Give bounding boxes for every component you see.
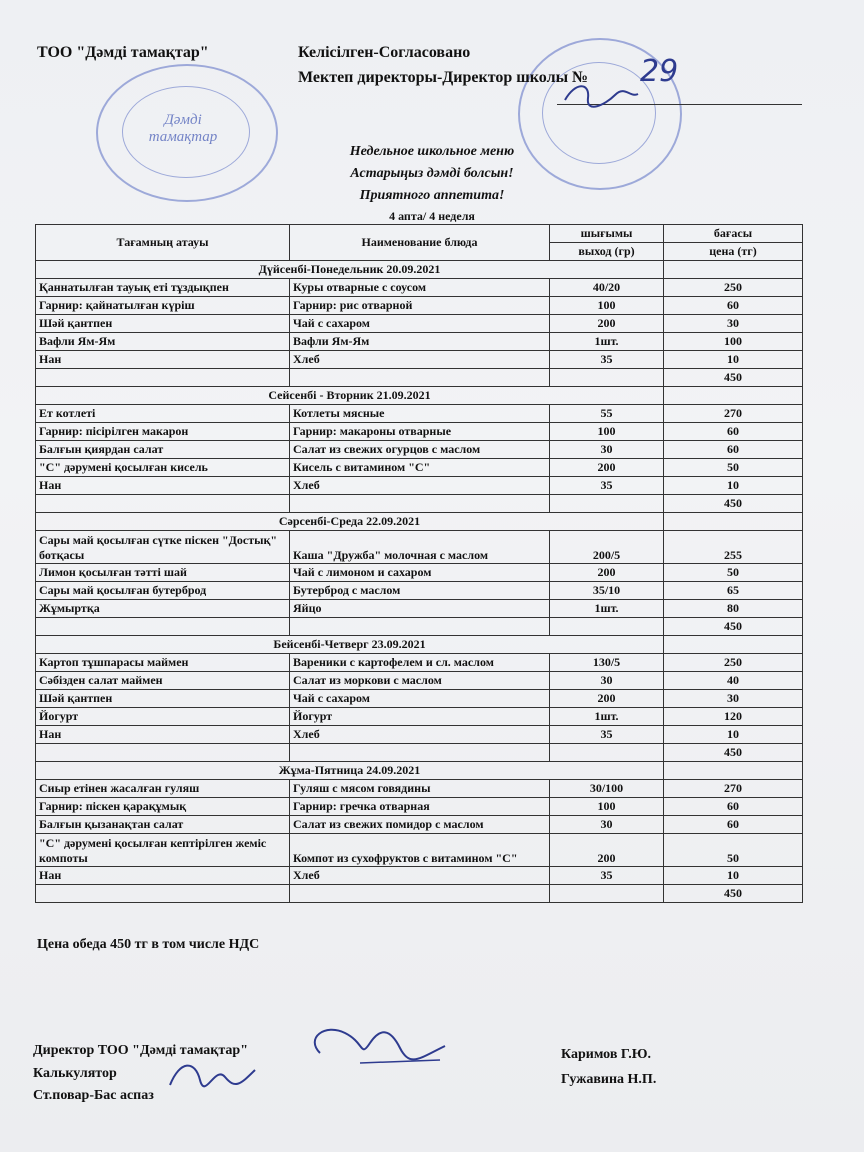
table-row [36,672,803,690]
table-row [36,405,803,423]
cell-out: 100 [550,798,664,816]
cell-kz: Нан [36,726,290,744]
calculator-signature-icon [160,1055,260,1095]
total-row [36,744,803,762]
price-note: Цена обеда 450 тг в том числе НДС [37,937,260,952]
cell-out: 130/5 [550,654,664,672]
col-header-ru: Наименование блюда [290,225,550,261]
cell-kz: Сиыр етінен жасалған гуляш [36,780,290,798]
cell-ru: Хлеб [290,726,550,744]
table-row [36,816,803,834]
cell-price: 270 [664,405,803,423]
cell-price: 60 [664,816,803,834]
cell-out: 200 [550,834,664,867]
total-empty [36,369,290,387]
table-row [36,654,803,672]
table-row [36,780,803,798]
cell-price: 60 [664,441,803,459]
col-header-kz: Тағамның атауы [36,225,290,261]
cell-kz: Сары май қосылған сүтке піскен "Достық" ботқасы [36,531,290,564]
total-empty [36,885,290,903]
cell-kz: Ет котлеті [36,405,290,423]
director-role: Директор ТОО "Дәмді тамақтар" [33,1043,248,1058]
day-title-empty [664,636,803,654]
approval-label: Келісілген-Согласовано [298,44,471,61]
org-title: ТОО "Дәмді тамақтар" [37,44,209,61]
cell-price: 80 [664,600,803,618]
menu-table [35,224,803,903]
cell-ru: Чай с сахаром [290,315,550,333]
total-empty [290,495,550,513]
table-row [36,279,803,297]
cell-out: 200 [550,690,664,708]
cell-ru: Кисель с витамином "С" [290,459,550,477]
cell-out: 35 [550,477,664,495]
org-stamp-text [128,112,238,146]
day-header-row [36,762,803,780]
cell-out: 200 [550,564,664,582]
cell-out: 30 [550,672,664,690]
table-row [36,798,803,816]
cell-kz: Жұмыртқа [36,600,290,618]
calculator-name: Гужавина Н.П. [561,1072,657,1087]
cell-out: 35 [550,726,664,744]
col-header-out-ru: выход (гр) [550,243,664,261]
cell-ru: Чай с сахаром [290,690,550,708]
col-header-price-ru: цена (тг) [664,243,803,261]
total-empty [550,744,664,762]
table-row [36,423,803,441]
day-header-row [36,636,803,654]
cell-price: 10 [664,726,803,744]
cell-ru: Йогурт [290,708,550,726]
table-row [36,564,803,582]
day-title: Сейсенбі - Вторник 21.09.2021 [36,387,664,405]
cell-kz: Сәбізден салат маймен [36,672,290,690]
cell-out: 200/5 [550,531,664,564]
table-row [36,708,803,726]
stamp-line-1: Дәмді [164,112,202,128]
cell-ru: Бутерброд с маслом [290,582,550,600]
menu-title: Недельное школьное меню [349,144,515,159]
total-empty [550,495,664,513]
cell-price: 50 [664,834,803,867]
cell-ru: Салат из свежих огурцов с маслом [290,441,550,459]
day-total: 450 [664,369,803,387]
director-signature-icon [560,80,640,110]
col-header-price-kz: бағасы [664,225,803,243]
total-empty [290,618,550,636]
col-header-out-kz: шығымы [550,225,664,243]
cell-ru: Гарнир: рис отварной [290,297,550,315]
cell-out: 35 [550,351,664,369]
day-total: 450 [664,744,803,762]
total-empty [550,618,664,636]
day-title: Жұма-Пятница 24.09.2021 [36,762,664,780]
cell-price: 60 [664,798,803,816]
cell-kz: Йогурт [36,708,290,726]
total-empty [290,369,550,387]
cell-out: 30 [550,441,664,459]
day-header-row [36,513,803,531]
cell-ru: Котлеты мясные [290,405,550,423]
cell-out: 40/20 [550,279,664,297]
cell-ru: Гуляш с мясом говядины [290,780,550,798]
total-row [36,885,803,903]
cell-ru: Хлеб [290,351,550,369]
day-header-row [36,387,803,405]
cell-kz: Нан [36,477,290,495]
total-empty [36,744,290,762]
cell-kz: Шәй қантпен [36,690,290,708]
total-empty [290,744,550,762]
cell-ru: Компот из сухофруктов с витамином "С" [290,834,550,867]
wish-ru: Приятного аппетита! [359,188,505,203]
table-row [36,600,803,618]
cell-out: 1шт. [550,333,664,351]
day-title-empty [664,513,803,531]
table-row [36,582,803,600]
table-row [36,726,803,744]
day-title: Дүйсенбі-Понедельник 20.09.2021 [36,261,664,279]
menu-body [36,261,803,903]
total-row [36,495,803,513]
cell-kz: Гарнир: пісірілген макарон [36,423,290,441]
cell-price: 65 [664,582,803,600]
cell-price: 10 [664,867,803,885]
cell-ru: Хлеб [290,867,550,885]
total-empty [550,369,664,387]
total-row [36,618,803,636]
total-empty [36,495,290,513]
cell-out: 30 [550,816,664,834]
cell-ru: Чай с лимоном и сахаром [290,564,550,582]
school-number: 29 [640,54,679,89]
cell-ru: Гарнир: макароны отварные [290,423,550,441]
table-row [36,315,803,333]
cell-kz: Вафли Ям-Ям [36,333,290,351]
wish-kz: Астарыңыз дәмді болсын! [350,166,514,181]
table-row [36,477,803,495]
cell-price: 50 [664,564,803,582]
cell-price: 100 [664,333,803,351]
day-title-empty [664,387,803,405]
day-title-empty [664,762,803,780]
week-label: 4 апта/ 4 неделя [389,209,475,223]
cell-ru: Куры отварные с соусом [290,279,550,297]
total-empty [290,885,550,903]
cell-kz: Лимон қосылған тәтті шай [36,564,290,582]
cell-kz: Балғын қызанақтан салат [36,816,290,834]
cell-kz: Сары май қосылған бутерброд [36,582,290,600]
cell-out: 100 [550,423,664,441]
cell-out: 200 [550,459,664,477]
cell-price: 270 [664,780,803,798]
director-name: Каримов Г.Ю. [561,1047,651,1062]
cell-out: 1шт. [550,600,664,618]
cell-out: 200 [550,315,664,333]
day-total: 450 [664,618,803,636]
cell-price: 120 [664,708,803,726]
cell-price: 30 [664,315,803,333]
cell-ru: Салат из моркови с маслом [290,672,550,690]
total-empty [36,618,290,636]
day-header-row [36,261,803,279]
cell-price: 10 [664,477,803,495]
cell-ru: Салат из свежих помидор с маслом [290,816,550,834]
cell-price: 30 [664,690,803,708]
table-row [36,441,803,459]
cell-out: 35/10 [550,582,664,600]
cell-price: 40 [664,672,803,690]
table-row [36,297,803,315]
cell-kz: Балғын қиярдан салат [36,441,290,459]
cell-kz: Гарнир: қайнатылған күріш [36,297,290,315]
cell-price: 250 [664,279,803,297]
cell-ru: Вафли Ям-Ям [290,333,550,351]
cell-price: 60 [664,297,803,315]
table-row [36,333,803,351]
day-total: 450 [664,495,803,513]
cell-kz: "С" дәрумені қосылған кисель [36,459,290,477]
cell-price: 255 [664,531,803,564]
day-title: Бейсенбі-Четверг 23.09.2021 [36,636,664,654]
cell-kz: Қаннатылған тауық еті тұздықпен [36,279,290,297]
cell-kz: Нан [36,867,290,885]
table-row [36,867,803,885]
calculator-role: Калькулятор [33,1066,117,1081]
cell-ru: Яйцо [290,600,550,618]
table-row [36,459,803,477]
table-row [36,690,803,708]
cell-ru: Каша "Дружба" молочная с маслом [290,531,550,564]
cell-kz: "С" дәрумені қосылған кептірілген жеміс компоты [36,834,290,867]
cell-ru: Гарнир: гречка отварная [290,798,550,816]
cook-role: Ст.повар-Бас аспаз [33,1088,154,1103]
table-row [36,351,803,369]
cell-out: 100 [550,297,664,315]
cell-out: 30/100 [550,780,664,798]
cell-kz: Картоп тұшпарасы маймен [36,654,290,672]
cell-kz: Шәй қантпен [36,315,290,333]
day-title-empty [664,261,803,279]
cell-price: 50 [664,459,803,477]
cell-out: 55 [550,405,664,423]
cell-price: 60 [664,423,803,441]
day-title: Сәрсенбі-Среда 22.09.2021 [36,513,664,531]
director-label: Мектеп директоры-Директор школы № [298,69,589,86]
director-signature-icon-2 [300,1018,450,1078]
day-total: 450 [664,885,803,903]
table-row [36,531,803,564]
stamp-line-2: тамақтар [148,129,218,145]
cell-out: 1шт. [550,708,664,726]
total-row [36,369,803,387]
cell-price: 10 [664,351,803,369]
table-row [36,834,803,867]
cell-kz: Нан [36,351,290,369]
cell-out: 35 [550,867,664,885]
cell-ru: Вареники с картофелем и сл. маслом [290,654,550,672]
total-empty [550,885,664,903]
cell-price: 250 [664,654,803,672]
cell-kz: Гарнир: піскен қарақұмық [36,798,290,816]
cell-ru: Хлеб [290,477,550,495]
